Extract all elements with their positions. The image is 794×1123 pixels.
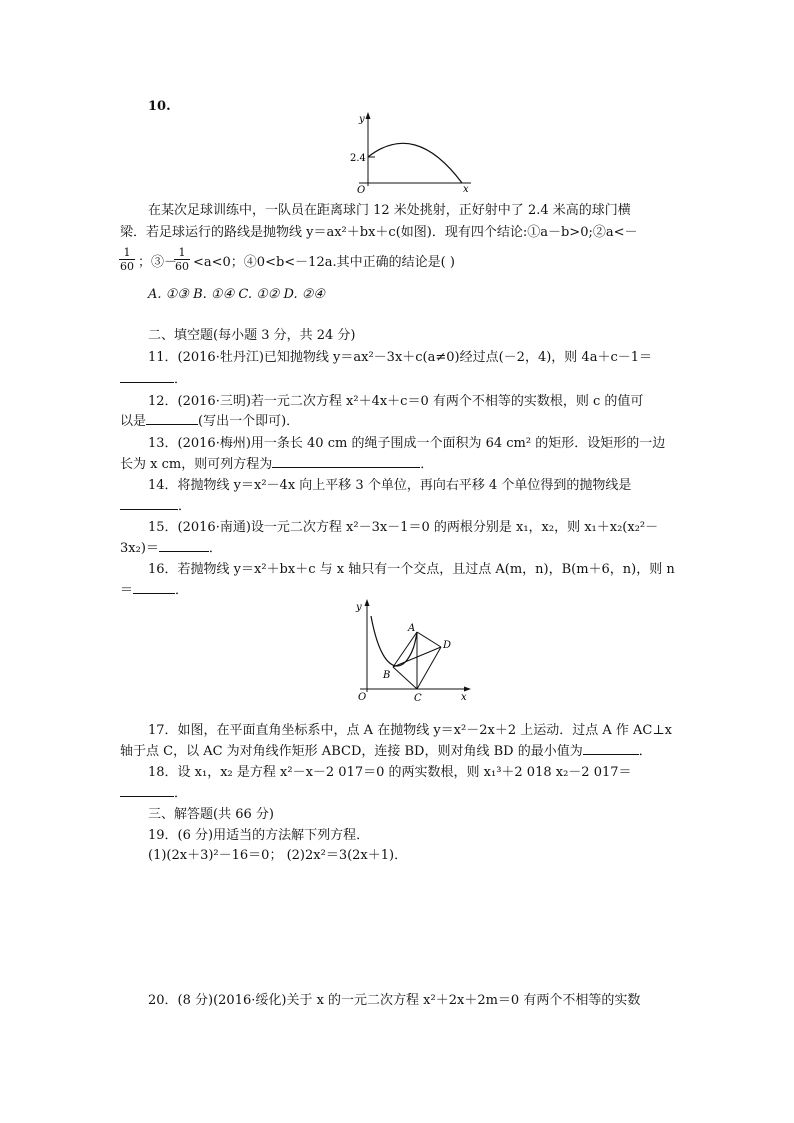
q10-number: 10.	[148, 99, 171, 114]
q18-line1: 18．设 x₁，x₂ 是方程 x²－x－2 017＝0 的两实数根，则 x₁³＋2 018 x₂－2 017＝	[148, 765, 632, 780]
q12-line1: 12．(2016·三明)若一元二次方程 x²＋4x＋c＝0 有两个不相等的实数根，则 c 的值可	[148, 394, 644, 409]
q13-line1: 13．(2016·梅州)用一条长 40 cm 的绳子围成一个面积为 64 cm² 的矩形．设矩形的一边	[148, 436, 666, 451]
q13-prefix: 长为 x cm，则可列方程为	[120, 457, 273, 472]
q17-x-label: x	[461, 692, 467, 703]
q17-point-A: A	[408, 623, 416, 634]
q10-x-label: x	[463, 184, 469, 194]
q17-origin-label: O	[358, 692, 367, 703]
q10-line2: 梁．若足球运行的路线是抛物线 y＝ax²＋bx＋c(如图)．现有四个结论:①a－b>0;②a<－	[120, 225, 638, 240]
q10-line3-f: <a<0；④0<b<－12a.其中正确的结论是( )	[193, 255, 455, 270]
q10-line1: 在某次足球训练中，一队员在距离球门 12 米处挑射，正好射中了 2.4 米高的球门横	[148, 203, 631, 218]
q16-prefix: ＝	[120, 583, 134, 598]
q14-answer-blank[interactable]	[120, 497, 178, 510]
q17-x-arrow	[464, 687, 471, 692]
q11-end: ．	[174, 372, 188, 387]
q19-line1: 19．(6 分)用适当的方法解下列方程．	[148, 828, 370, 843]
q17-y-label: y	[356, 602, 362, 613]
q14-end: ．	[178, 499, 192, 514]
q11-line1: 11．(2016·牡丹江)已知抛物线 y＝ax²－3x＋c(a≠0)经过点(－2，4)，则 4a＋c－1＝	[148, 350, 653, 365]
q17-segment-DC	[417, 647, 441, 689]
q10-frac1-den: 60	[120, 260, 134, 273]
q10-frac2-den: 60	[175, 260, 189, 273]
q17-line1: 17．如图，在平面直角坐标系中，点 A 在抛物线 y＝x²－2x＋2 上运动．过点 A 作 AC⊥x	[148, 723, 672, 738]
section2-heading: 二、填空题(每小题 3 分，共 24 分)	[148, 328, 356, 343]
q13-answer-blank[interactable]	[272, 455, 420, 468]
q15-line1: 15．(2016·南通)设一元二次方程 x²－3x－1＝0 的两根分别是 x₁，x₂，则 x₁＋x₂(x₂²－	[148, 520, 659, 535]
q16-suffix: ．	[175, 583, 189, 598]
q16-line2	[120, 581, 188, 601]
q15-prefix: 3x₂)＝	[120, 541, 159, 556]
q17-rectangle-figure	[350, 598, 475, 704]
q10-frac2-num: 1	[178, 246, 186, 259]
q17-segment-BC	[393, 667, 417, 689]
q10-fraction-2	[173, 246, 191, 273]
q18-answer-blank[interactable]	[120, 784, 174, 797]
q11-answer-blank[interactable]	[120, 370, 174, 383]
q10-parabola-curve	[368, 143, 462, 183]
q10-y-arrow	[366, 112, 371, 119]
q10-parabola-figure	[345, 112, 475, 194]
q17-point-C: C	[414, 693, 422, 704]
q18-end: ．	[174, 786, 188, 801]
q17-suffix: ．	[638, 744, 652, 759]
q17-line2	[120, 742, 652, 762]
q15-suffix: ．	[208, 541, 222, 556]
q15-answer-blank[interactable]	[159, 539, 209, 552]
q12-answer-blank[interactable]	[146, 412, 198, 425]
q19-line2: (1)(2x＋3)²－16＝0； (2)2x²＝3(2x＋1)．	[148, 848, 408, 863]
q16-answer-blank[interactable]	[133, 581, 175, 594]
q17-answer-blank[interactable]	[583, 742, 639, 755]
q10-options: A. ①③ B. ①④ C. ①② D. ②④	[148, 287, 326, 302]
q12-suffix: (写出一个即可)．	[198, 414, 300, 429]
q17-y-arrow	[365, 599, 370, 606]
q20-line1: 20．(8 分)(2016·绥化)关于 x 的一元二次方程 x²＋2x＋2m＝0 有两个不相等的实数	[148, 993, 641, 1008]
q12-line2	[120, 412, 299, 432]
q17-prefix: 轴于点 C，以 AC 为对角线作矩形 ABCD，连接 BD，则对角线 BD 的最小值为	[120, 744, 583, 759]
q10-y-label: y	[359, 114, 365, 125]
q10-fraction-1	[118, 246, 136, 273]
q11-line2	[120, 370, 187, 390]
q10-tick-label: 2.4	[350, 153, 366, 164]
q10-origin-label: O	[357, 185, 366, 194]
section3-heading: 三、解答题(共 66 分)	[148, 807, 274, 822]
q14-line1: 14．将抛物线 y＝x²－4x 向上平移 3 个单位，再向右平移 4 个单位得到的抛物线是	[148, 478, 632, 493]
q17-segment-AD	[417, 632, 441, 647]
q10-line3-c: ；③－	[138, 255, 178, 270]
q17-point-B: B	[383, 670, 391, 681]
q12-prefix: 以是	[120, 414, 147, 429]
q17-point-D: D	[443, 640, 452, 651]
q10-frac1-num: 1	[123, 246, 131, 259]
q16-line1: 16．若抛物线 y＝x²＋bx＋c 与 x 轴只有一个交点，且过点 A(m，n)，B(m＋6，n)，则 n	[148, 562, 675, 577]
q13-suffix: ．	[420, 457, 434, 472]
q15-line2	[120, 539, 222, 559]
q13-line2	[120, 455, 433, 475]
q18-line2	[120, 784, 187, 804]
q14-line2	[120, 497, 191, 517]
